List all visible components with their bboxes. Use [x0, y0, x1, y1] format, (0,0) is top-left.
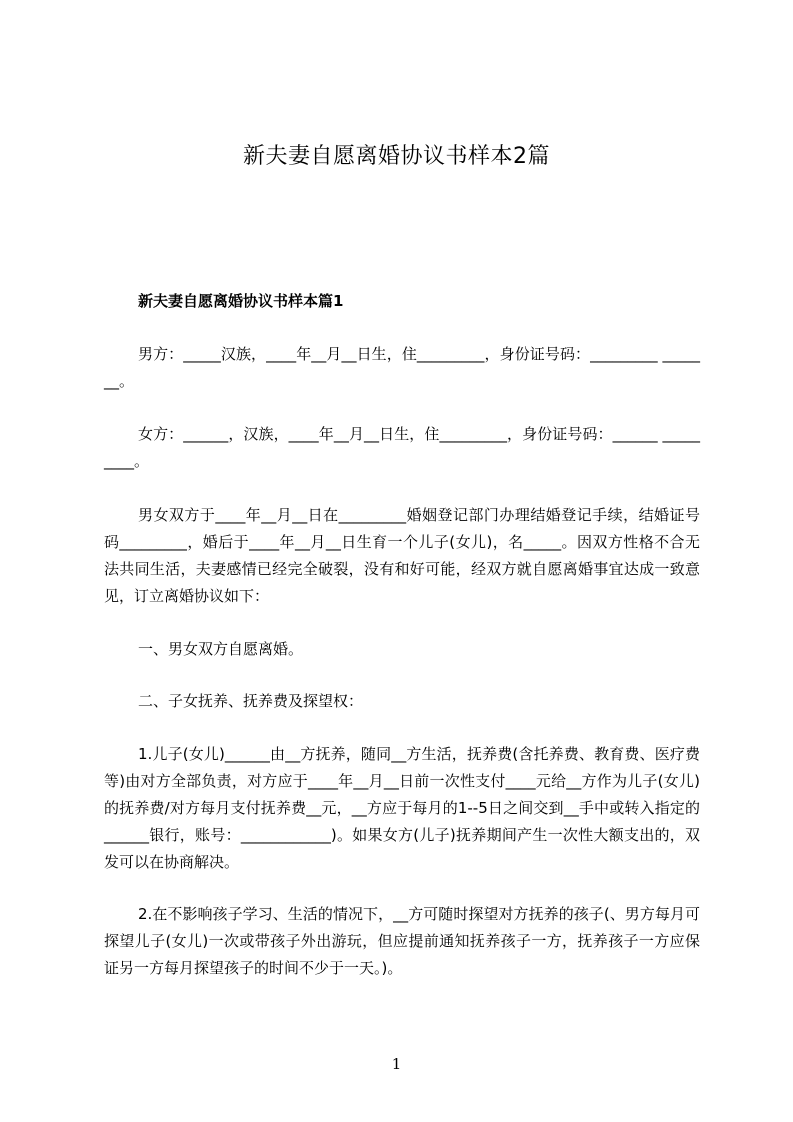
section-heading: 新夫妻自愿离婚协议书样本篇1 — [138, 292, 344, 310]
page-number: 1 — [391, 1055, 402, 1073]
paragraph-intro: 男女双方于____年__月__日在_________婚姻登记部门办理结婚登记手续，结婚证号码_________，婚后于____年__月__日生育一个儿子(女儿)，名_____。因双方性格不合无法共同生活，夫妻感情已经完全破裂，没有和好可能，经双方就自愿离婚事宜达成一致意见，订立离婚协议如下： — [104, 506, 700, 605]
page-title: 新夫妻自愿离婚协议书样本2篇 — [243, 144, 550, 169]
paragraph-clause-1: 一、男女双方自愿离婚。 — [138, 640, 304, 658]
paragraph-clause-2: 二、子女抚养、抚养费及探望权： — [138, 692, 364, 710]
paragraph-woman-info: 女方：______，汉族，____年__月__日生，住_________，身份证号码：______ _________。 — [104, 425, 700, 470]
paragraph-man-info: 男方：_____汉族，____年__月__日生，住_________，身份证号码：_________ _______。 — [104, 345, 700, 390]
paragraph-visitation: 2.在不影响孩子学习、生活的情况下，__方可随时探望对方抚养的孩子(、男方每月可探望儿子(女儿)一次或带孩子外出游玩，但应提前通知抚养孩子一方，抚养孩子一方应保证另一方每月探望孩子的时间不少于一天。)。 — [104, 905, 700, 977]
paragraph-child-support: 1.儿子(女儿)______由__方抚养，随同__方生活，抚养费(含托养费、教育费、医疗费等)由对方全部负责，对方应于____年__月__日前一次性支付____元给__方作为儿子(女儿)的抚养费/对方每月支付抚养费__元，__方应于每月的1--5日之间交到__手中或转入指定的______银行，账号：____________)。如果女方(儿子)抚养期间产生一次性大额支出的，双发可以在协商解决。 — [104, 745, 700, 871]
